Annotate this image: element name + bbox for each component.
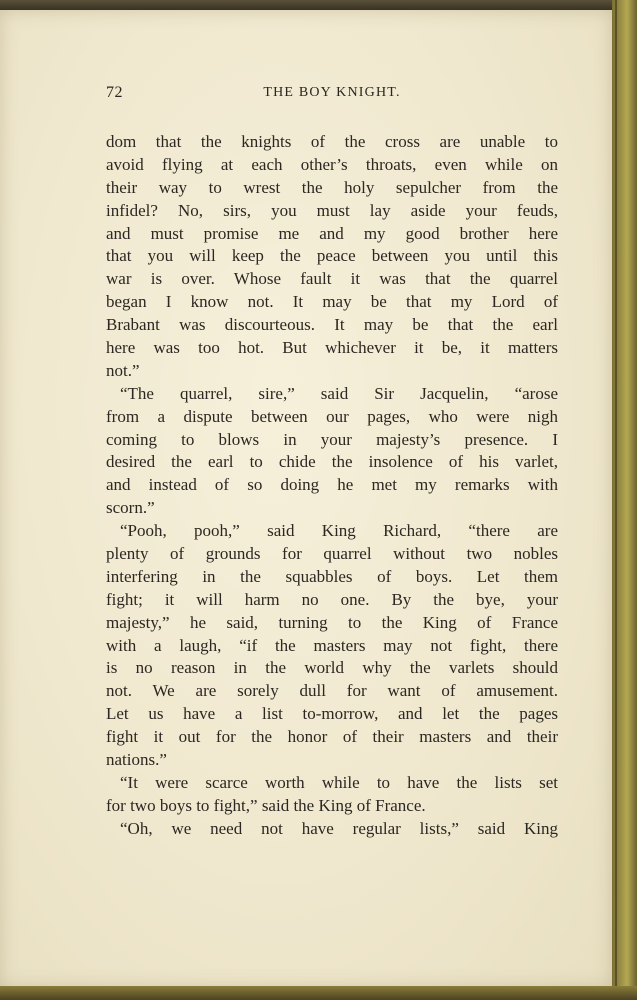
text-line: began I know not. It may be that my Lord of — [106, 292, 558, 312]
text-line: here was too hot. But whichever it be, it matters — [106, 338, 558, 358]
text-line: and must promise me and my good brother here — [106, 223, 558, 243]
body-text — [106, 131, 558, 841]
text-line: Let us have a list to-morrow, and let the pages — [106, 704, 558, 724]
text-line: for two boys to fight,” said the King of France. — [106, 795, 426, 815]
bottom-edge — [0, 986, 637, 1000]
text-line: war is over. Whose fault it was that the quarrel — [106, 269, 558, 289]
text-line: from a dispute between our pages, who were nigh — [106, 406, 558, 426]
text-line: their way to wrest the holy sepulcher from the — [106, 177, 558, 197]
text-line: dom that the knights of the cross are unable to — [106, 132, 558, 151]
text-line: plenty of grounds for quarrel without two nobles — [106, 544, 558, 564]
text-line: fight it out for the honor of their masters and their — [106, 727, 558, 747]
text-line: fight; it will harm no one. By the bye, your — [106, 589, 558, 609]
page-number: 72 — [106, 84, 123, 101]
running-head: THE BOY KNIGHT. — [263, 85, 401, 100]
text-line: scorn.” — [106, 498, 155, 518]
text-line: “Oh, we need not have regular lists,” said King — [120, 818, 558, 838]
text-line: “It were scarce worth while to have the lists set — [120, 772, 558, 792]
text-line: Brabant was discourteous. It may be that the earl — [106, 315, 558, 335]
text-line: that you will keep the peace between you until this — [106, 246, 558, 266]
text-line: nations.” — [106, 750, 167, 770]
text-line: not. We are sorely dull for want of amusement. — [106, 681, 558, 701]
text-line: coming to blows in your majesty’s presence. I — [106, 429, 558, 449]
text-line: avoid flying at each other’s throats, even while on — [106, 154, 558, 174]
spine-shadow — [615, 0, 617, 1000]
text-line: and instead of so doing he met my remarks with — [106, 475, 558, 495]
text-line: desired the earl to chide the insolence of his varlet, — [106, 452, 558, 472]
page-header — [106, 84, 558, 108]
text-line: interfering in the squabbles of boys. Let them — [106, 566, 558, 586]
text-line: majesty,” he said, turning to the King of France — [106, 612, 558, 632]
text-line: is no reason in the world why the varlets should — [106, 658, 558, 678]
text-line: infidel? No, sirs, you must lay aside your feuds, — [106, 200, 558, 220]
text-line: “Pooh, pooh,” said King Richard, “there are — [120, 521, 558, 541]
text-line: “The quarrel, sire,” said Sir Jacquelin, “arose — [120, 383, 558, 403]
text-line: with a laugh, “if the masters may not fight, there — [106, 635, 558, 655]
book-spine — [612, 0, 637, 1000]
text-line: not.” — [106, 360, 140, 380]
